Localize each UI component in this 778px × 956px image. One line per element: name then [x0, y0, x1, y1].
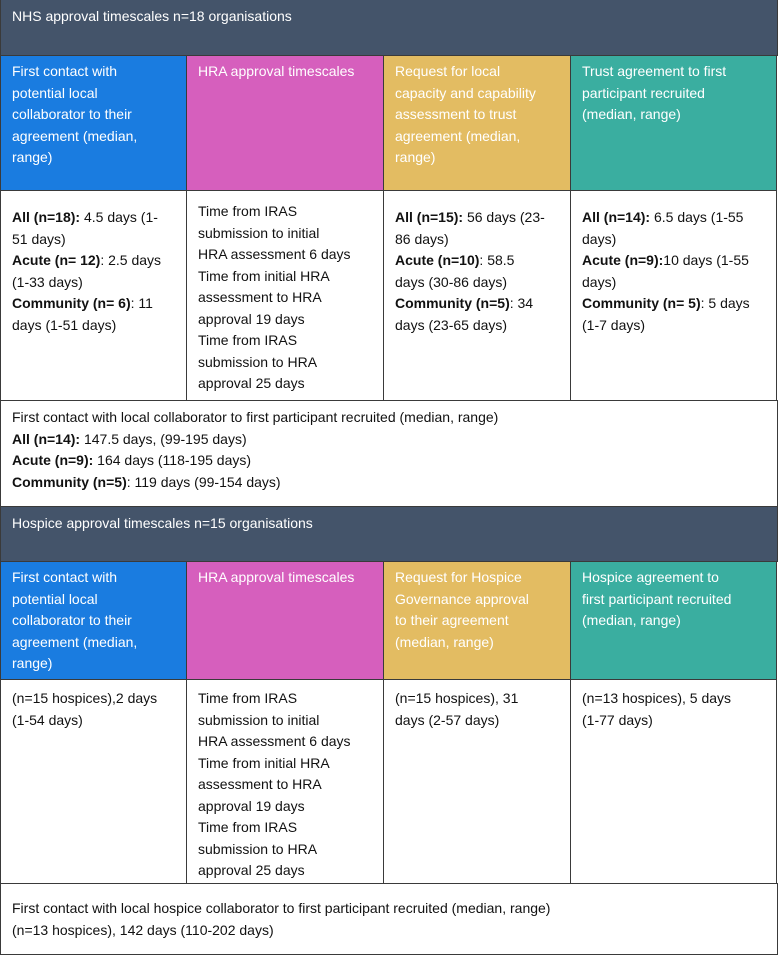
nhs-header-hra-approval: HRA approval timescales	[186, 55, 384, 191]
hospice-header-first-contact: First contact with potential local collaborator to their agreement (median, range)	[0, 561, 187, 680]
hospice-body-row	[0, 680, 778, 884]
nhs-summary-row	[0, 401, 778, 507]
nhs-capacity-values: All (n=15): 56 days (23- 86 days) Acute (n=10): 58.5 days (30-86 days) Community (n=5): 34 days (23-65 days)	[383, 190, 571, 401]
hospice-header-row	[0, 562, 778, 680]
hospice-header-hra-approval: HRA approval timescales	[186, 561, 384, 680]
nhs-trust-agreement-values: All (n=14): 6.5 days (1-55 days) Acute (n=9):10 days (1-55 days) Community (n= 5): 5 days (1-7 days)	[570, 190, 777, 401]
nhs-hra-values: Time from IRAS submission to initial HRA assessment 6 days Time from initial HRA assessment to HRA approval 19 days Time from IRAS submission to HRA approval 25 days	[186, 190, 384, 401]
hospice-agreement-values: (n=13 hospices), 5 days (1-77 days)	[570, 679, 777, 884]
nhs-header-row	[0, 56, 778, 191]
hospice-section-title-row	[0, 507, 778, 562]
hospice-section-title: Hospice approval timescales n=15 organisations	[0, 506, 778, 562]
nhs-header-trust-agreement: Trust agreement to first participant recruited (median, range)	[570, 55, 777, 191]
nhs-first-contact-values: All (n=18): 4.5 days (1- 51 days) Acute (n= 12): 2.5 days (1-33 days) Community (n= 6): 11 days (1-51 days)	[0, 190, 187, 401]
nhs-summary: First contact with local collaborator to first participant recruited (median, range) All (n=14): 147.5 days, (99-195 days) Acute (n=9): 164 days (118-195 days) Community (n=5): 119 days (99-154 days)	[0, 400, 778, 507]
nhs-body-row	[0, 191, 778, 401]
hospice-hra-values: Time from IRAS submission to initial HRA assessment 6 days Time from initial HRA assessment to HRA approval 19 days Time from IRAS submission to HRA approval 25 days	[186, 679, 384, 884]
nhs-section-title-row	[0, 0, 778, 56]
hospice-summary-row	[0, 884, 778, 956]
nhs-section-title: NHS approval timescales n=18 organisations	[0, 0, 778, 56]
hospice-summary: First contact with local hospice collaborator to first participant recruited (median, range) (n=13 hospices), 142 days (110-202 days)	[0, 883, 778, 955]
hospice-governance-values: (n=15 hospices), 31 days (2-57 days)	[383, 679, 571, 884]
hospice-first-contact-values: (n=15 hospices),2 days (1-54 days)	[0, 679, 187, 884]
hospice-header-governance-approval: Request for Hospice Governance approval to their agreement (median, range)	[383, 561, 571, 680]
nhs-header-capacity-assessment: Request for local capacity and capability assessment to trust agreement (median, range)	[383, 55, 571, 191]
nhs-header-first-contact: First contact with potential local collaborator to their agreement (median, range)	[0, 55, 187, 191]
hospice-header-agreement-to-recruitment: Hospice agreement to first participant recruited (median, range)	[570, 561, 777, 680]
